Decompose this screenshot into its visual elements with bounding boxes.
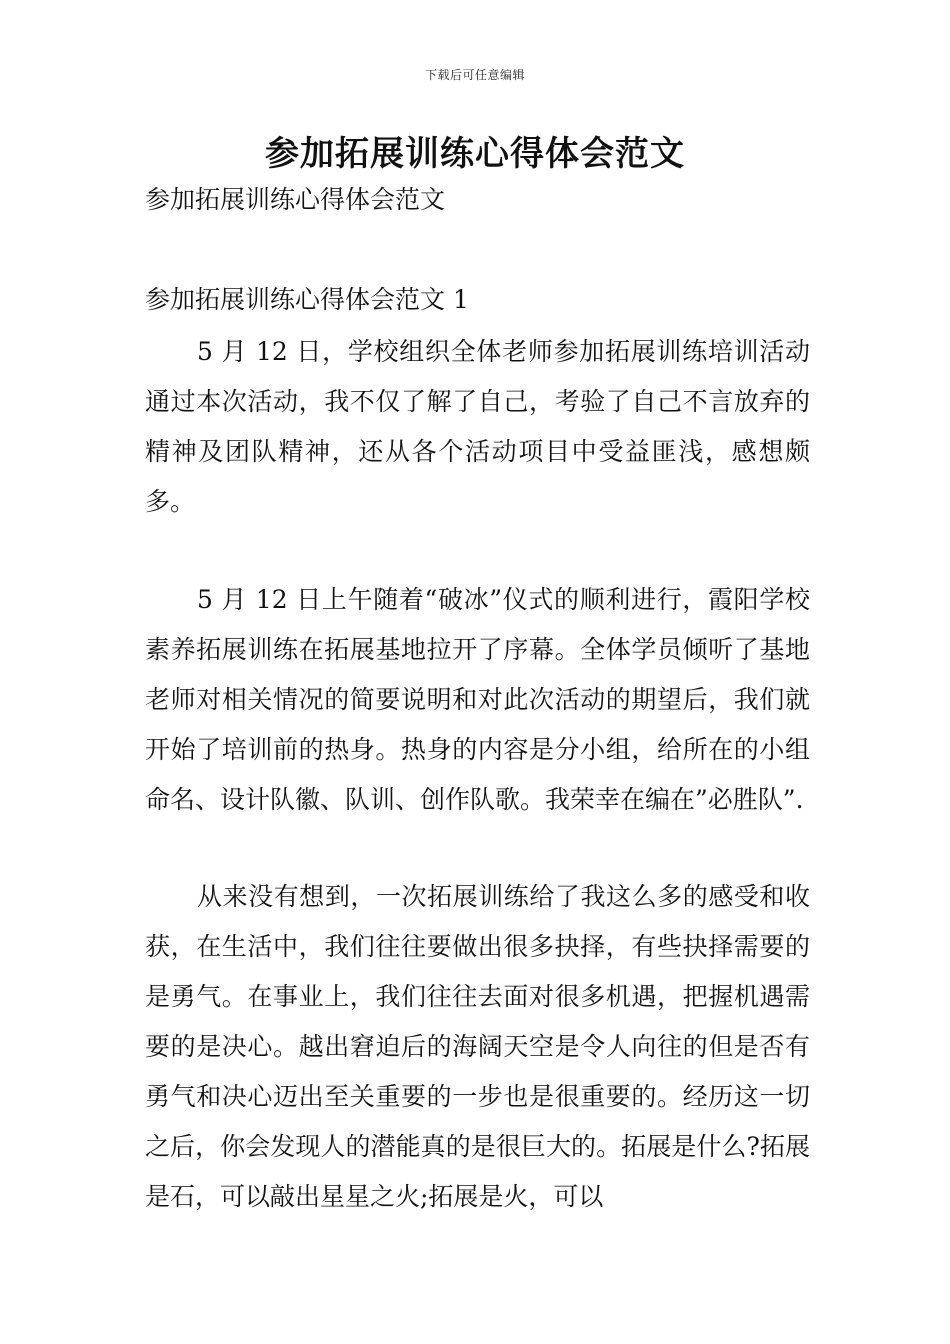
header-note: 下载后可任意编辑: [424, 68, 525, 82]
paragraph-2: 5 月 12 日上午随着“破冰”仪式的顺利进行，霞阳学校素养拓展训练在拓展基地拉开了序幕。全体学员倾听了基地老师对相关情况的简要说明和对此次活动的期望后，我们就开始了培训前的热身。热身的内容是分小组，给所在的小组命名、设计队徽、队训、创作队歌。我荣幸在编在”必胜队”.: [145, 585, 810, 814]
document-title: 参加拓展训练心得体会范文: [265, 134, 685, 174]
document-subtitle: 参加拓展训练心得体会范文: [145, 185, 446, 214]
paragraph-1: 5 月 12 日，学校组织全体老师参加拓展训练培训活动通过本次活动，我不仅了解了自己，考验了自己不言放弃的精神及团队精神，还从各个活动项目中受益匪浅，感想颇多。: [145, 337, 810, 516]
section-heading: 参加拓展训练心得体会范文 1: [145, 285, 469, 314]
paragraph-3: 从来没有想到，一次拓展训练给了我这么多的感受和收获，在生活中，我们往往要做出很多抉择，有些抉择需要的是勇气。在事业上，我们往往去面对很多机遇，把握机遇需要的是决心。越出窘迫后的海阔天空是令人向往的但是否有勇气和决心迈出至关重要的一步也是很重要的。经历这一切之后，你会发现人的潜能真的是很巨大的。拓展是什么?拓展是石，可以敲出星星之火;拓展是火，可以: [145, 882, 810, 1211]
